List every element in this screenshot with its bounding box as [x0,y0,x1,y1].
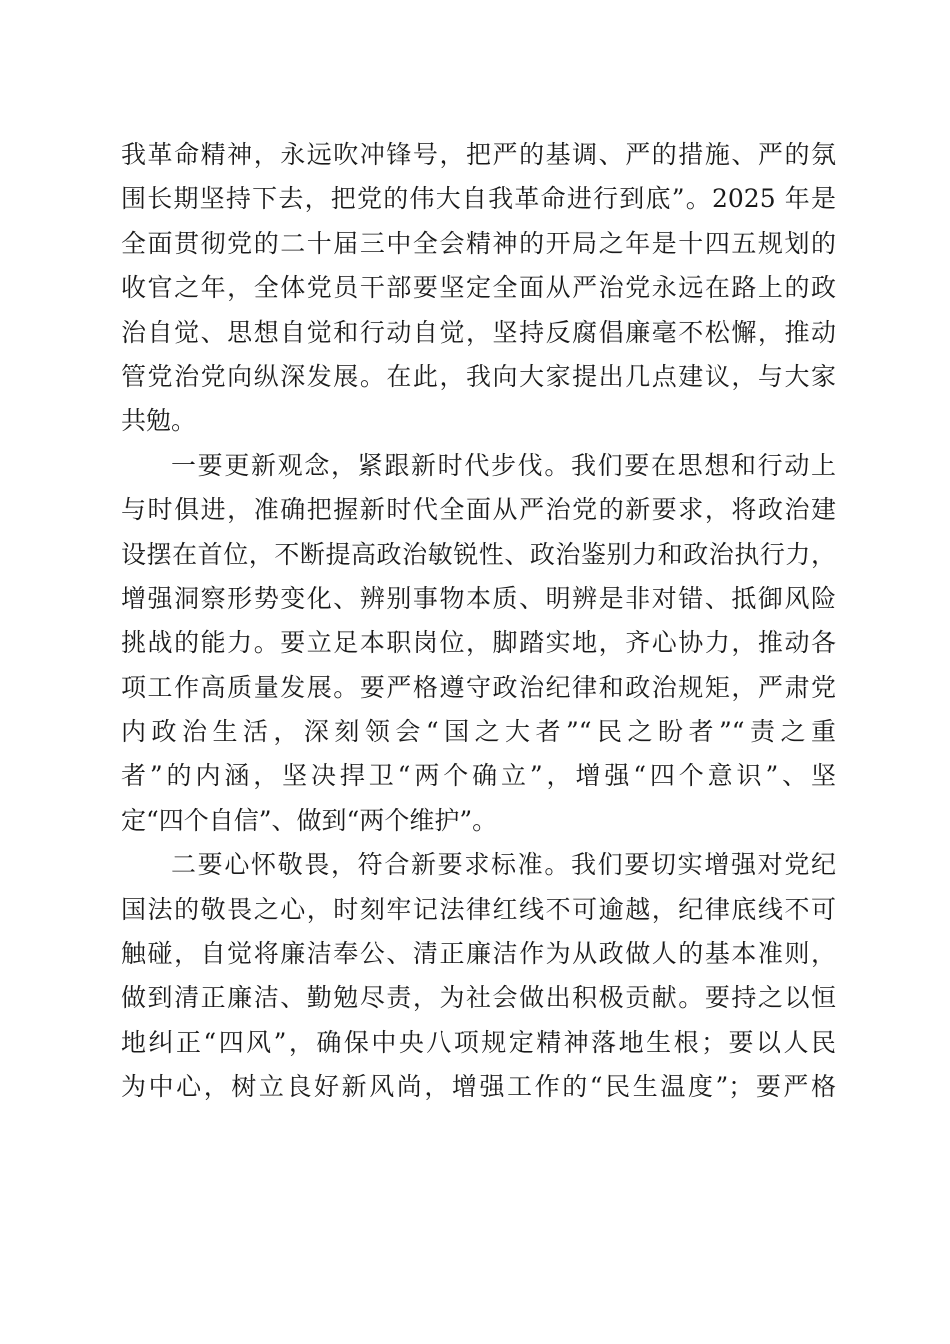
text-line: 全面贯彻党的二十届三中全会精神的开局之年是十四五规划的 [121,228,836,258]
text-line: 做到清正廉洁、勤勉尽责，为社会做出积极贡献。要持之以恒 [121,983,836,1013]
text-line: 内政治生活，深刻领会“国之大者”“民之盼者”“责之重 [121,717,836,747]
text-line: 围长期坚持下去，把党的伟大自我革命进行到底”。2025 年是 [121,184,836,214]
text-line: 二要心怀敬畏，符合新要求标准。我们要切实增强对党纪 [171,850,836,880]
text-line: 一要更新观念，紧跟新时代步伐。我们要在思想和行动上 [171,450,836,480]
text-line: 国法的敬畏之心，时刻牢记法律红线不可逾越，纪律底线不可 [121,894,836,924]
document-body [121,133,836,1110]
text-line: 增强洞察形势变化、辨别事物本质、明辨是非对错、抵御风险 [121,583,836,613]
text-line: 与时俱进，准确把握新时代全面从严治党的新要求，将政治建 [121,495,836,525]
text-line: 设摆在首位，不断提高政治敏锐性、政治鉴别力和政治执行力， [121,539,836,569]
text-line: 为中心，树立良好新风尚，增强工作的“民生温度”；要严格 [121,1072,836,1102]
text-line: 者”的内涵，坚决捍卫“两个确立”，增强“四个意识”、坚 [121,761,836,791]
text-line: 收官之年，全体党员干部要坚定全面从严治党永远在路上的政 [121,273,836,303]
text-line: 触碰，自觉将廉洁奉公、清正廉洁作为从政做人的基本准则， [121,939,836,969]
text-line: 定“四个自信”、做到“两个维护”。 [121,805,498,835]
text-line: 共勉。 [121,406,197,436]
text-line: 挑战的能力。要立足本职岗位，脚踏实地，齐心协力，推动各 [121,628,836,658]
text-line: 地纠正“四风”，确保中央八项规定精神落地生根；要以人民 [121,1027,836,1057]
text-line: 项工作高质量发展。要严格遵守政治纪律和政治规矩，严肃党 [121,672,836,702]
text-line: 我革命精神，永远吹冲锋号，把严的基调、严的措施、严的氛 [121,140,836,169]
text-line: 治自觉、思想自觉和行动自觉，坚持反腐倡廉毫不松懈，推动 [121,317,836,347]
text-line: 管党治党向纵深发展。在此，我向大家提出几点建议，与大家 [121,361,836,391]
